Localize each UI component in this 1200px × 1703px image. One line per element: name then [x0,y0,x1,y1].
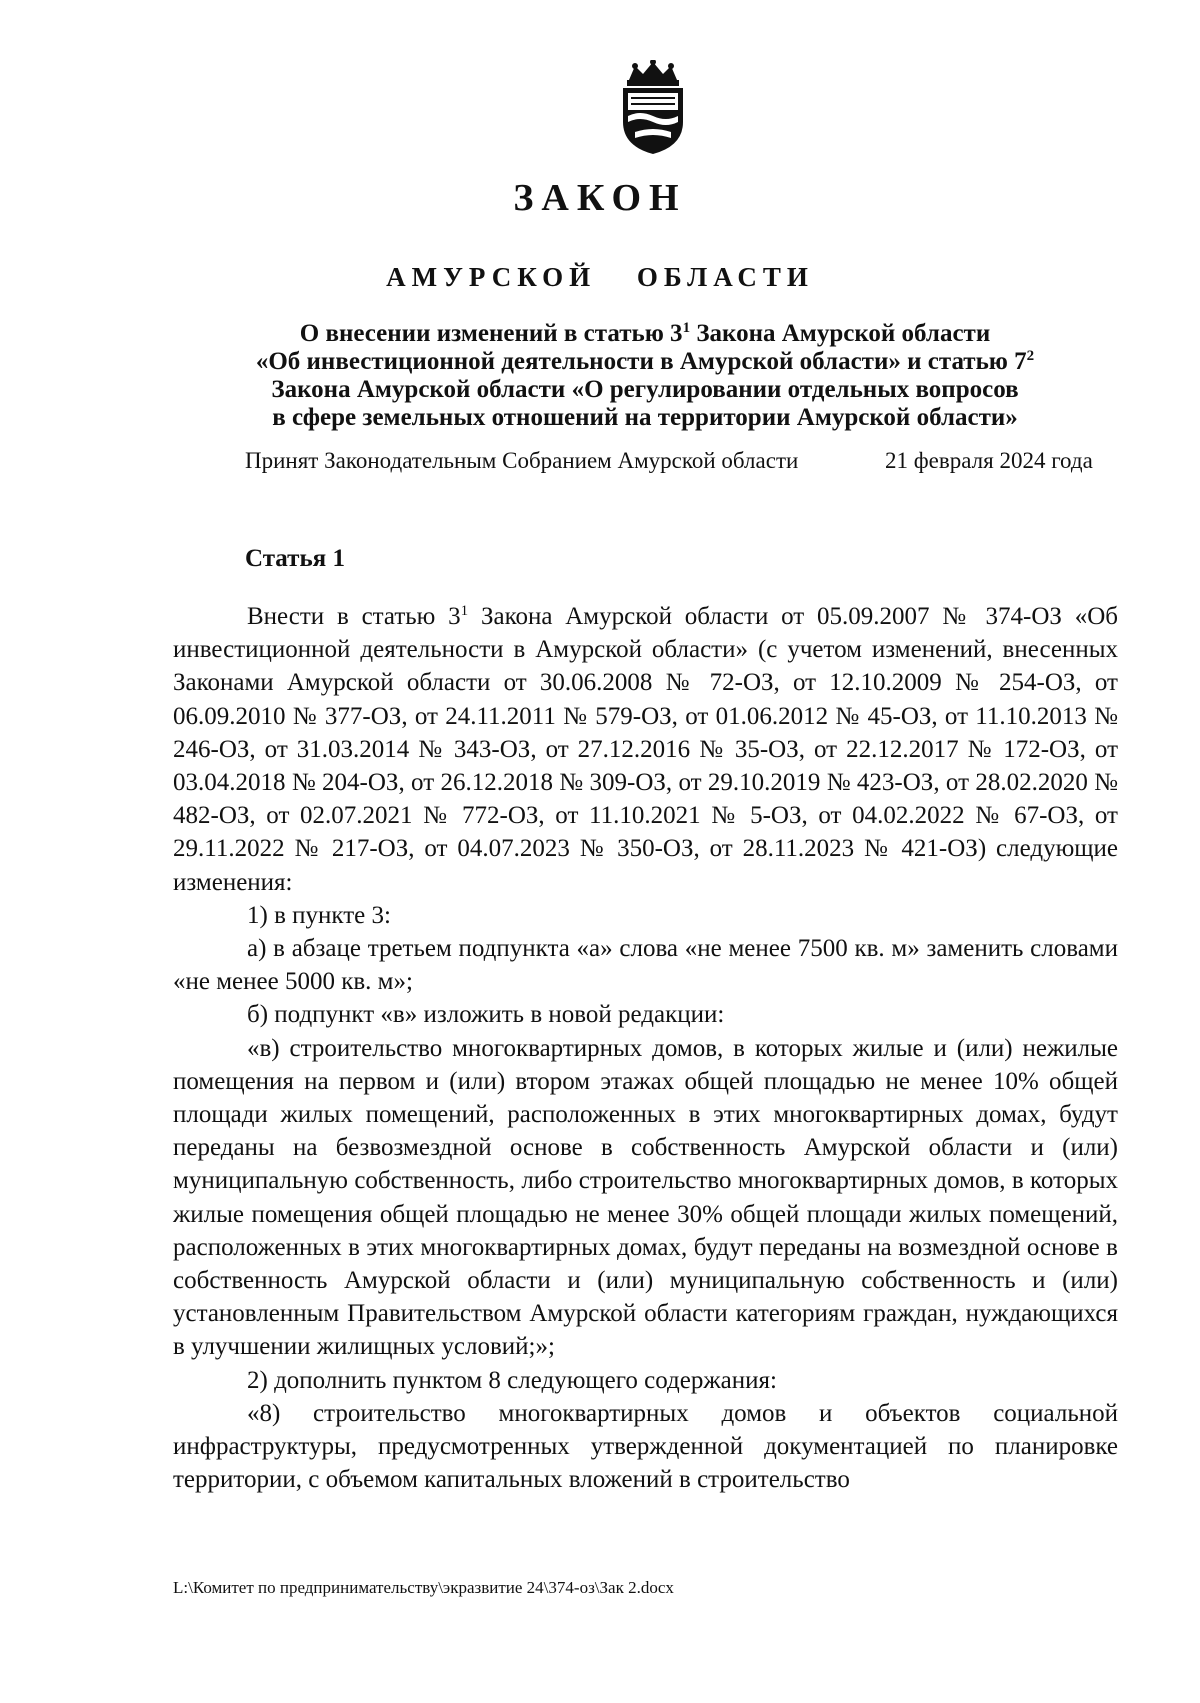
paragraph: 1) в пункте 3: [247,901,391,929]
article-intro: Внести в статью $3^1$ Закона Амурской области от 05.09.2007 № 374-ОЗ «Об инвестиционной деятельности в Амурской области» (с учетом изменений, внесенных Законами Амурской области от 30.06.2008 № 72-ОЗ, от 12.10.2009 № 254-ОЗ, от 06.09.2010 № 377-ОЗ, от 24.11.2011 № 579-ОЗ, от 01.06.2012 № 45-ОЗ, от 11.10.2013 № 246-ОЗ, от 31.03.2014 № 343-ОЗ, от 27.12.2016 № 35-ОЗ, от 22.12.2017 № 172-ОЗ, от 03.04.2018 № 204-ОЗ, от 26.12.2018 № 309-ОЗ, от 29.10.2019 № 423-ОЗ, от 28.02.2020 № 482-ОЗ, от 02.07.2021 № 772-ОЗ, от 11.10.2021 № 5-ОЗ, от 04.02.2022 № 67-ОЗ, от 29.11.2022 № 217-ОЗ, от 04.07.2023 № 350-ОЗ, от 28.11.2023 № 421-ОЗ) следующие изменения: [173,603,1118,896]
paragraph: «8) строительство многоквартирных домов и объектов социальной инфраструктуры, предусмотренных утвержденной документацией по планировке территории, с объемом капитальных вложений в строительство [173,1399,1118,1494]
subject-line-3: Закона Амурской области «О регулировании отдельных вопросов [271,376,1019,403]
adoption-body: Принят Законодательным Собранием Амурской области [245,448,799,473]
subject-line-2: «Об инвестиционной деятельности в Амурской области» и статью $7^2$ [255,348,1035,375]
law-subject [150,320,1140,432]
paragraph: а) в абзаце третьем подпункта «а» слова «не менее 7500 кв. м» заменить словами «не менее 5000 кв. м»; [173,935,1118,996]
subject-line-4: в сфере земельных отношений на территории Амурской области» [272,404,1018,431]
subject-line-1: О внесении изменений в статью $3^1$ Закона Амурской области [299,320,991,347]
article-body [173,600,1118,1496]
adoption-date: 21 февраля 2024 года [885,448,1093,473]
region-title: АМУРСКОЙ ОБЛАСТИ [386,262,814,292]
file-path-footer: L:\Комитет по предпринимательству\экразвитие 24\374-оз\Зак 2.docx [173,1578,674,1597]
coat-of-arms-icon [615,60,691,156]
article-heading: Статья 1 [245,545,345,572]
document-title: ЗАКОН [513,177,687,219]
paragraph: 2) дополнить пунктом 8 следующего содержания: [247,1366,777,1394]
paragraph: б) подпункт «в» изложить в новой редакции: [247,1001,725,1029]
paragraph: «в) строительство многоквартирных домов, в которых жилые и (или) нежилые помещения на первом и (или) втором этажах общей площадью не менее 10% общей площади жилых помещений, расположенных в этих многоквартирных домах, будут переданы на безвозмездной основе в собственность Амурской области и (или) муниципальную собственность, либо строительство многоквартирных домов, в которых жилые помещения общей площадью не менее 30% общей площади жилых помещений, расположенных в этих многоквартирных домах, будут переданы на возмездной основе в собственность Амурской области и (или) муниципальную собственность и (или) установленным Правительством Амурской области категориям граждан, нуждающихся в улучшении жилищных условий;»; [173,1034,1118,1361]
